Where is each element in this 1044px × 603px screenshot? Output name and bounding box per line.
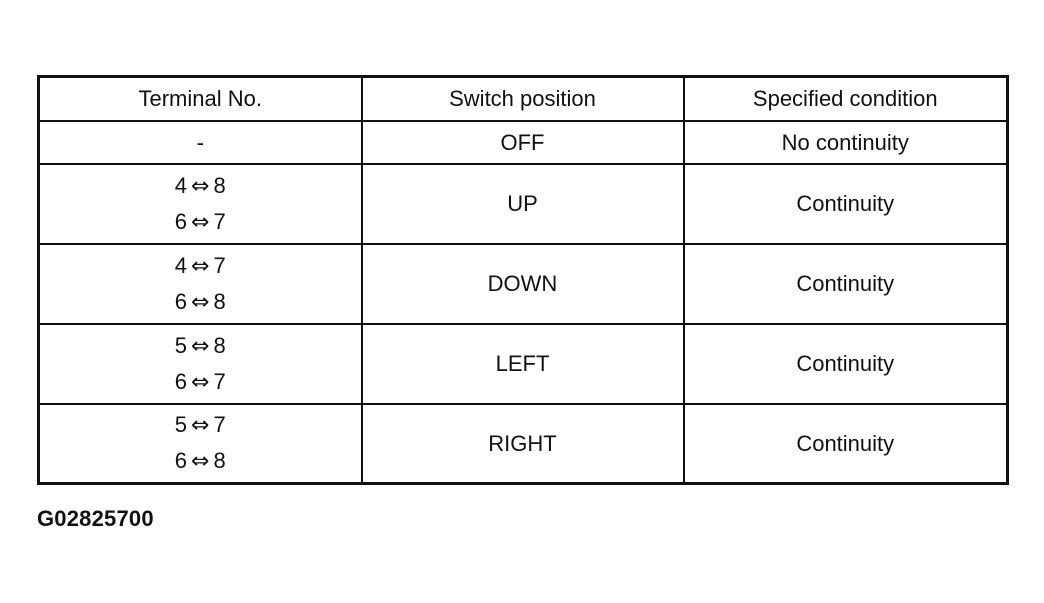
switch-position-cell: DOWN [362,244,684,324]
header-switch-position: Switch position [362,77,684,121]
terminal-cell [39,324,362,404]
condition-cell: Continuity [684,164,1008,244]
terminal-pair [40,364,361,400]
double-arrow-icon: ⇔ [191,333,210,359]
terminal-b: 8 [213,332,226,358]
terminal-a: 5 [174,412,188,438]
terminal-a: 6 [174,288,188,314]
terminal-b: 7 [213,208,226,234]
terminal-text: - [196,129,204,155]
terminal-b: 7 [213,368,226,394]
terminal-pair [40,284,361,320]
terminal-pair [40,443,361,479]
terminal-b: 7 [213,412,226,438]
condition-cell: Continuity [684,244,1008,324]
table-row [39,121,1008,164]
switch-position-cell: RIGHT [362,404,684,484]
condition-cell: Continuity [684,324,1008,404]
terminal-a: 4 [174,172,188,198]
double-arrow-icon: ⇔ [191,449,210,475]
switch-position-cell: LEFT [362,324,684,404]
terminal-pair [40,328,361,364]
table-row [39,244,1008,324]
header-specified-condition: Specified condition [684,77,1008,121]
table-row [39,324,1008,404]
terminal-pair [40,407,361,443]
table-row [39,164,1008,244]
double-arrow-icon: ⇔ [191,209,210,235]
terminal-pair [40,204,361,240]
terminal-pair [40,168,361,204]
terminal-a: 5 [174,332,188,358]
double-arrow-icon: ⇔ [191,289,210,315]
double-arrow-icon: ⇔ [191,253,210,279]
switch-inspection-table [37,75,1009,485]
terminal-b: 8 [213,448,226,474]
switch-position-cell: UP [362,164,684,244]
terminal-cell [39,121,362,164]
table-row [39,404,1008,484]
double-arrow-icon: ⇔ [191,413,210,439]
header-terminal-no: Terminal No. [39,77,362,121]
double-arrow-icon: ⇔ [191,369,210,395]
table-header [39,77,1008,121]
condition-cell: No continuity [684,121,1008,164]
terminal-a: 6 [174,448,188,474]
terminal-a: 4 [174,252,188,278]
table-body [39,121,1008,484]
terminal-a: 6 [174,368,188,394]
terminal-cell [39,164,362,244]
terminal-cell [39,404,362,484]
terminal-b: 8 [213,172,226,198]
condition-cell: Continuity [684,404,1008,484]
terminal-pair [40,248,361,284]
terminal-b: 7 [213,252,226,278]
terminal-a: 6 [174,208,188,234]
figure-id: G02825700 [37,506,154,531]
terminal-pair [40,125,361,160]
double-arrow-icon: ⇔ [191,173,210,199]
terminal-b: 8 [213,288,226,314]
terminal-cell [39,244,362,324]
switch-position-cell: OFF [362,121,684,164]
header-row [39,77,1008,121]
